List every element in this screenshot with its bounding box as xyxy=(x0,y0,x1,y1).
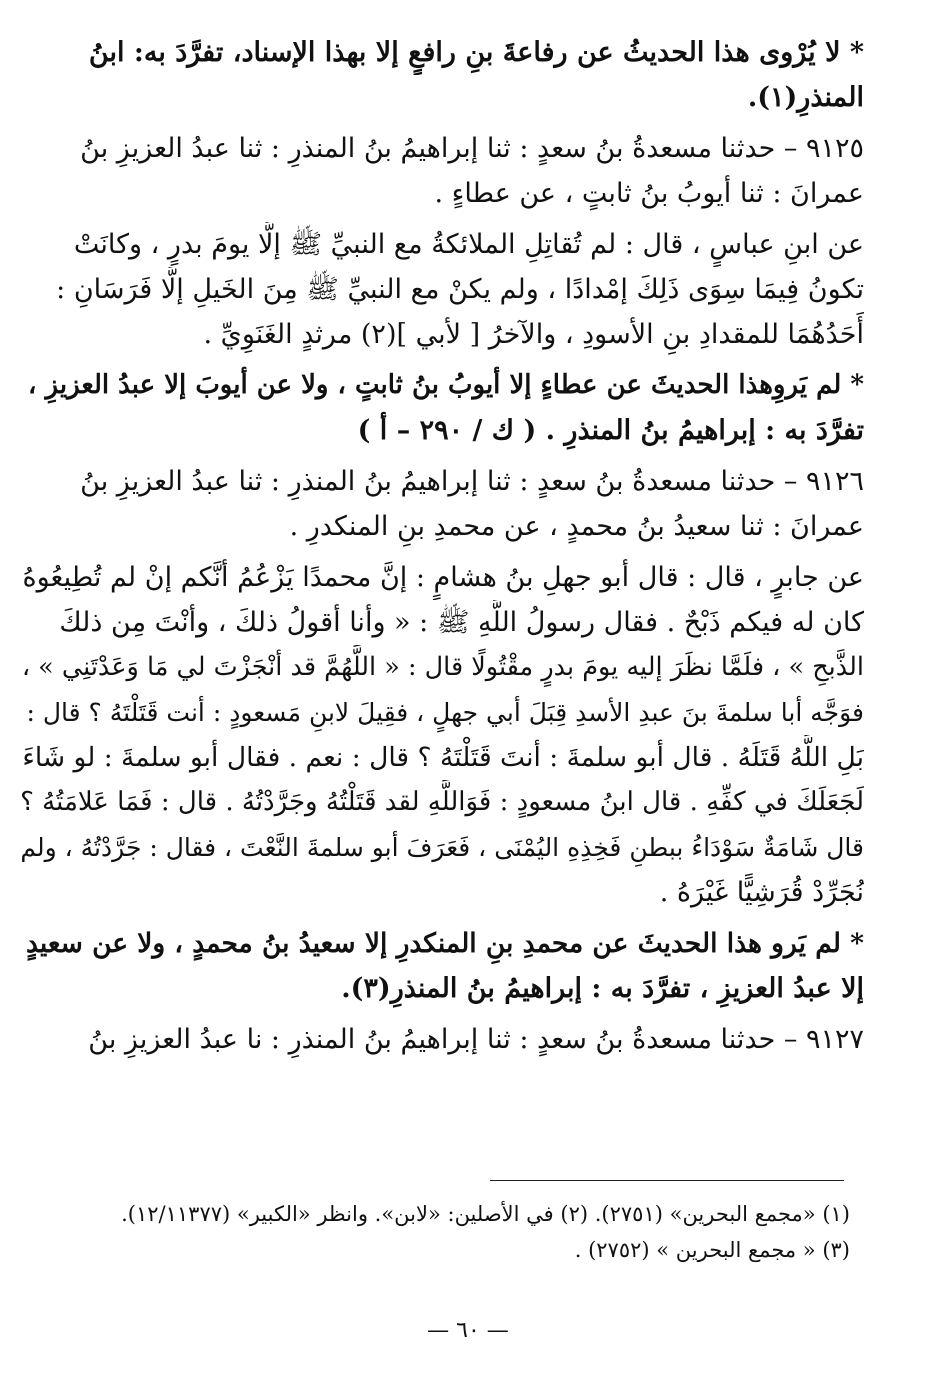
text-line: نُجَرِّدْ قُرَشِيًّا غَيْرَهُ . xyxy=(659,877,864,908)
narration-note-3 xyxy=(20,921,864,1011)
page-number: — ٦٠ — xyxy=(427,1318,509,1343)
hadith-9126-text xyxy=(20,555,864,915)
hadith-9125-chain xyxy=(20,126,864,216)
text-line: ٩١٢٧ – حدثنا مسعدةُ بنُ سعدٍ : ثنا إبراهيمُ بنُ المنذرِ : نا عبدُ العزيزِ بنُ xyxy=(88,1024,864,1055)
text-line: المنذرِ(١). xyxy=(747,82,864,113)
hadith-9127-chain xyxy=(20,1017,864,1062)
narration-note-2 xyxy=(20,363,864,453)
text-line: لَجَعَلَكَ في كفِّهِ . قال ابنُ مسعودٍ : فَوَاللَّهِ لقد قَتَلْتُهُ وجَرَّدْتُهُ . قال : فَمَا عَلامَتُهُ ؟ xyxy=(20,787,864,817)
text-line: بَلِ اللَّهُ قَتَلَهُ . قال أبو سلمةَ : أنتَ قَتَلْتَهُ ؟ قال : نعم . فقال أبو سلمةَ : لو شَاءَ xyxy=(22,742,864,773)
text-line: عمرانَ : ثنا أيوبُ بنُ ثابتٍ ، عن عطاءٍ . xyxy=(434,178,864,209)
text-line: تكونُ فِيمَا سِوَى ذَلِكَ إمْدادًا ، ولم يكنْ مع النبيِّ ﷺ مِنَ الخَيلِ إلَّا فَرَسَانِ : xyxy=(56,274,864,305)
main-text xyxy=(20,30,864,1068)
text-line: ٩١٢٥ – حدثنا مسعدةُ بنُ سعدٍ : ثنا إبراهيمُ بنُ المنذرِ : ثنا عبدُ العزيزِ بنُ xyxy=(80,133,864,164)
hadith-9126-chain xyxy=(20,459,864,549)
footnote: (٣) « مجمع البحرين » (٢٧٥٢) . xyxy=(574,1238,850,1262)
text-line: فوَجَّه أبا سلمةَ بنَ عبدِ الأسدِ قِبَلَ أبي جهلٍ ، فقِيلَ لابنِ مَسعودٍ : أنت قَتَلْتَهُ ؟ قال : xyxy=(26,698,864,727)
text-line: عن ابنِ عباسٍ ، قال : لم تُقاتِلِ الملائكةُ مع النبيِّ ﷺ إلَّا يومَ بدرٍ ، وكانَتْ xyxy=(73,229,864,260)
text-line: تفرَّدَ به : إبراهيمُ بنُ المنذرِ . ( ك / ٢٩٠ – أ ) xyxy=(357,415,864,446)
text-line: أَحَدُهُمَا للمقدادِ بنِ الأسودِ ، والآخرُ [ لأبي ](٢) مرثدٍ الغَنَوِيِّ . xyxy=(203,319,864,350)
footnotes xyxy=(20,1196,850,1268)
text-line: كان له فيكم ذَبْحٌ . فقال رسولُ اللَّهِ ﷺ : « وأنا أقولُ ذلكَ ، وأنْتَ مِن ذلكَ xyxy=(59,607,864,638)
footnote: (١) «مجمع البحرين» (٢٧٥١). (٢) في الأصلين: «لابن». وانظر «الكبير» (١٢/١١٣٧٧). xyxy=(121,1202,850,1226)
text-line: * لم يَروِهذا الحديثَ عن عطاءٍ إلا أيوبُ بنُ ثابتٍ ، ولا عن أيوبَ إلا عبدُ العزيزِ ، xyxy=(28,370,864,400)
text-line: عمرانَ : ثنا سعيدُ بنُ محمدٍ ، عن محمدِ بنِ المنكدرِ . xyxy=(289,511,864,542)
text-line: قال شَامَةٌ سَوْدَاءُ ببطنِ فَخِذِهِ اليُمْنَى ، فَعَرَفَ أبو سلمةَ النَّعْتَ ، فقال : جَرَّدْتُهُ ، ولم xyxy=(20,833,864,862)
hadith-9125-text xyxy=(20,222,864,357)
text-line: ٩١٢٦ – حدثنا مسعدةُ بنُ سعدٍ : ثنا إبراهيمُ بنُ المنذرِ : ثنا عبدُ العزيزِ بنُ xyxy=(80,466,864,497)
text-line: * لم يَرو هذا الحديثَ عن محمدِ بنِ المنكدرِ إلا سعيدُ بنُ محمدٍ ، ولا عن سعيدٍ xyxy=(25,928,864,959)
text-line: * لا يُرْوى هذا الحديثُ عن رفاعةَ بنِ رافعٍ إلا بهذا الإسناد، تفرَّدَ به: ابنُ xyxy=(88,37,864,68)
text-line: إلا عبدُ العزيزِ ، تفرَّدَ به : إبراهيمُ بنُ المنذرِ(٣). xyxy=(341,973,864,1004)
narration-note-1 xyxy=(20,30,864,120)
text-line: عن جابرٍ ، قال : قال أبو جهلِ بنُ هشامٍ : إنَّ محمدًا يَزْعُمُ أنَّكم إنْ لم تُطِيعُوهُ xyxy=(22,562,864,593)
text-line: الذَّبحِ » ، فلَمَّا نظَرَ إليه يومَ بدرٍ مقْتُولًا قال : « اللَّهُمَّ قد أنْجَزْتَ لي مَا وَعَدْتَنِي » ، xyxy=(21,652,864,682)
footnote-separator xyxy=(490,1180,844,1181)
